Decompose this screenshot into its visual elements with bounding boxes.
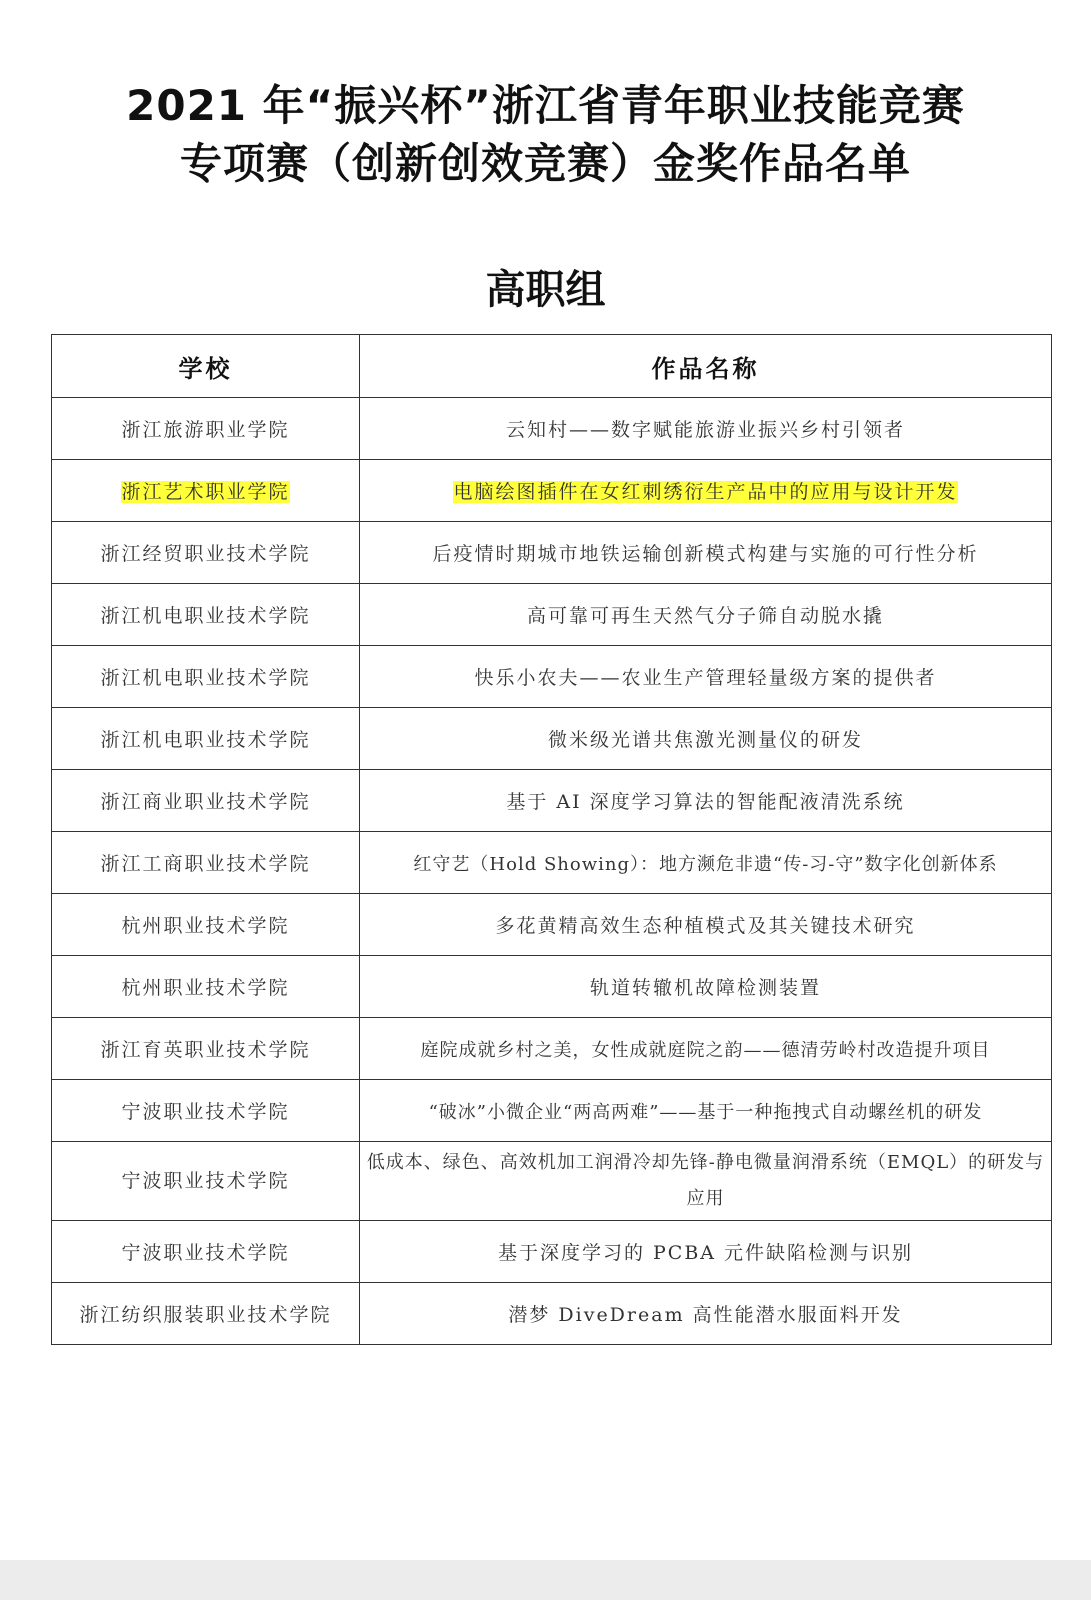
- school-cell: 浙江机电职业技术学院: [52, 584, 360, 646]
- work-cell: 微米级光谱共焦激光测量仪的研发: [360, 708, 1052, 770]
- school-cell: 浙江旅游职业学院: [52, 398, 360, 460]
- school-cell: 浙江经贸职业技术学院: [52, 522, 360, 584]
- school-cell: 浙江纺织服装职业技术学院: [52, 1283, 360, 1345]
- school-cell: 浙江商业职业技术学院: [52, 770, 360, 832]
- table-header-row: [52, 335, 1052, 398]
- table-row: [52, 956, 1052, 1018]
- table-row: [52, 1142, 1052, 1221]
- school-cell: [52, 460, 360, 522]
- table-row-highlighted: [52, 460, 1052, 522]
- award-table: [51, 334, 1052, 1345]
- highlighted-text: 电脑绘图插件在女红刺绣衍生产品中的应用与设计开发: [453, 481, 958, 503]
- school-cell: 杭州职业技术学院: [52, 956, 360, 1018]
- header-school: 学校: [52, 335, 360, 398]
- work-cell: 多花黄精高效生态种植模式及其关键技术研究: [360, 894, 1052, 956]
- work-cell: 红守艺（Hold Showing）：地方濒危非遗“传-习-守”数字化创新体系: [360, 832, 1052, 894]
- work-cell: 云知村——数字赋能旅游业振兴乡村引领者: [360, 398, 1052, 460]
- school-cell: 宁波职业技术学院: [52, 1142, 360, 1221]
- school-cell: 浙江机电职业技术学院: [52, 708, 360, 770]
- work-cell: 快乐小农夫——农业生产管理轻量级方案的提供者: [360, 646, 1052, 708]
- school-cell: 浙江工商职业技术学院: [52, 832, 360, 894]
- work-cell: 基于深度学习的 PCBA 元件缺陷检测与识别: [360, 1221, 1052, 1283]
- work-cell: 轨道转辙机故障检测装置: [360, 956, 1052, 1018]
- work-cell: 潜梦 DiveDream 高性能潜水服面料开发: [360, 1283, 1052, 1345]
- header-work: 作品名称: [360, 335, 1052, 398]
- work-cell: “破冰”小微企业“两高两难”——基于一种拖拽式自动螺丝机的研发: [360, 1080, 1052, 1142]
- work-cell: 低成本、绿色、高效机加工润滑冷却先锋-静电微量润滑系统（EMQL）的研发与应用: [360, 1142, 1052, 1221]
- highlighted-text: 浙江艺术职业学院: [121, 481, 290, 503]
- work-cell: 高可靠可再生天然气分子筛自动脱水撬: [360, 584, 1052, 646]
- school-cell: 杭州职业技术学院: [52, 894, 360, 956]
- school-cell: 浙江育英职业技术学院: [52, 1018, 360, 1080]
- work-cell: 庭院成就乡村之美，女性成就庭院之韵——德清劳岭村改造提升项目: [360, 1018, 1052, 1080]
- table-row: [52, 646, 1052, 708]
- table-row: [52, 1018, 1052, 1080]
- group-title: 高职组: [485, 267, 606, 313]
- table-row: [52, 1221, 1052, 1283]
- table-row: [52, 1283, 1052, 1345]
- table-row: [52, 522, 1052, 584]
- document-title-line-2: 专项赛（创新创效竞赛）金奖作品名单: [179, 139, 911, 188]
- school-cell: 浙江机电职业技术学院: [52, 646, 360, 708]
- table-row: [52, 708, 1052, 770]
- table-row: [52, 894, 1052, 956]
- work-cell: 基于 AI 深度学习算法的智能配液清洗系统: [360, 770, 1052, 832]
- table-row: [52, 398, 1052, 460]
- table-row: [52, 584, 1052, 646]
- table-row: [52, 832, 1052, 894]
- work-cell: 后疫情时期城市地铁运输创新模式构建与实施的可行性分析: [360, 522, 1052, 584]
- school-cell: 宁波职业技术学院: [52, 1221, 360, 1283]
- table-row: [52, 1080, 1052, 1142]
- school-cell: 宁波职业技术学院: [52, 1080, 360, 1142]
- viewer-bottom-bar: [0, 1560, 1091, 1600]
- work-cell: [360, 460, 1052, 522]
- document-title-line-1: 2021 年“振兴杯”浙江省青年职业技能竞赛: [126, 81, 965, 130]
- table-row: [52, 770, 1052, 832]
